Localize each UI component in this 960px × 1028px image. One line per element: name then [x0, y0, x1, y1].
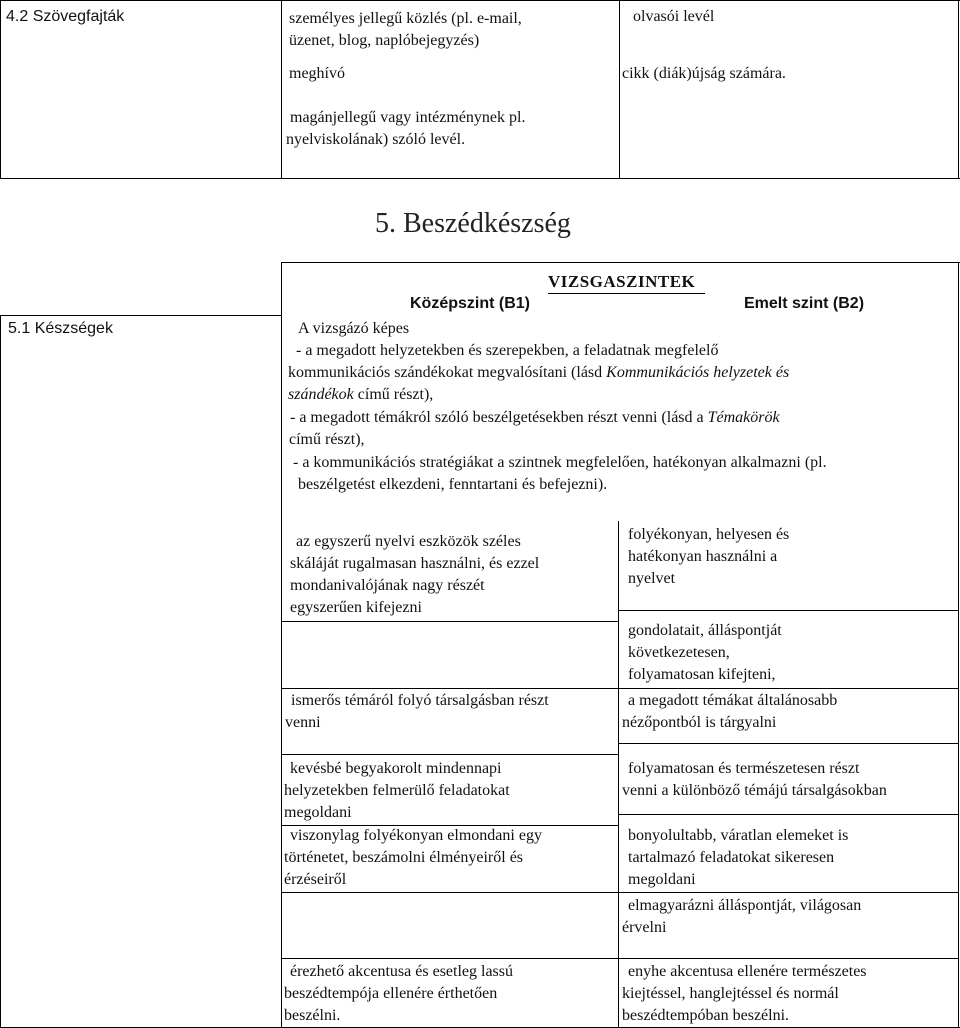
b1-skill-line: érezhető akcentusa és esetleg lassú — [290, 963, 514, 980]
b2-skill-line: beszédtempóban beszélni. — [622, 1007, 790, 1024]
b2-skill-line: következetesen, — [628, 644, 730, 661]
b2-skill-line: folyamatosan és természetesen részt — [628, 760, 860, 777]
intro-text: - a megadott témákról szóló beszélgetésekben részt venni (lásd a — [290, 409, 708, 426]
intro-line — [288, 384, 433, 406]
b1-skill-line: érzéseiről — [284, 871, 347, 888]
b2-skill-line: folyékonyan, helyesen és — [628, 526, 790, 543]
level-b2-header: Emelt szint (B2) — [744, 295, 865, 312]
b2-skill-line: enyhe akcentusa ellenére természetes — [628, 963, 867, 980]
intro-line: című részt), — [289, 431, 365, 448]
b2-skill-line: gondolatait, álláspontját — [628, 622, 782, 639]
b1-skill-line: venni — [285, 714, 321, 731]
row-label-keszsegek: 5.1 Készségek — [8, 320, 113, 337]
intro-line: A vizsgázó képes — [298, 320, 410, 337]
intro-reference: Témakörök — [707, 409, 780, 426]
intro-reference: Kommunikációs helyzetek és — [606, 364, 790, 381]
b1-skill-line: megoldani — [284, 804, 352, 821]
intro-line — [290, 407, 780, 429]
b1-skill-line: történetet, beszámolni élményeiről és — [284, 849, 524, 866]
b2-skill-line: hatékonyan használni a — [628, 548, 778, 565]
b2-text-type-line: olvasói levél — [633, 8, 715, 25]
level-b1-header: Középszint (B1) — [410, 295, 530, 312]
b1-text-type-line: meghívó — [289, 65, 345, 82]
section-title — [375, 207, 571, 241]
b2-skill-line: érvelni — [622, 919, 667, 936]
intro-line: - a kommunikációs stratégiákat a szintnek megfelelően, hatékonyan alkalmazni (pl. — [293, 454, 827, 471]
b2-skill-line: elmagyarázni álláspontját, világosan — [628, 897, 862, 914]
intro-text: című részt), — [353, 386, 434, 403]
b1-text-type-line: üzenet, blog, naplóbejegyzés) — [289, 32, 480, 49]
section-title-text: 5. Beszédkészség — [375, 208, 571, 239]
intro-text: kommunikációs szándékokat megvalósítani (lásd — [288, 364, 607, 381]
intro-line: - a megadott helyzetekben és szerepekben, a feladatnak megfelelő — [296, 342, 719, 359]
b1-skill-line: az egyszerű nyelvi eszközök széles — [296, 533, 521, 550]
b2-skill-line: nézőpontból is tárgyalni — [622, 714, 777, 731]
b2-skill-line: a megadott témákat általánosabb — [628, 692, 838, 709]
b1-skill-line: viszonylag folyékonyan elmondani egy — [290, 827, 542, 844]
b2-skill-line: nyelvet — [628, 570, 676, 587]
b2-skill-line: bonyolultabb, váratlan elemeket is — [628, 827, 849, 844]
b2-text-type-line: cikk (diák)újság számára. — [622, 65, 786, 82]
b1-skill-line: egyszerűen kifejezni — [290, 599, 422, 616]
b1-skill-line: mondanivalójának nagy részét — [290, 577, 485, 594]
b2-skill-line: folyamatosan kifejteni, — [628, 666, 776, 683]
b1-skill-line: kevésbé begyakorolt mindennapi — [290, 760, 502, 777]
b1-skill-line: beszédtempója ellenére érthetően — [284, 985, 498, 1002]
intro-line: beszélgetést elkezdeni, fenntartani és befejezni). — [298, 476, 608, 493]
b1-skill-line: beszélni. — [284, 1007, 341, 1024]
b2-skill-line: kiejtéssel, hanglejtéssel és normál — [622, 985, 839, 1002]
b2-skill-line: megoldani — [628, 871, 696, 888]
row-label-szovegfajtak: 4.2 Szövegfajták — [6, 8, 125, 25]
b1-text-type-line: nyelviskolának) szóló levél. — [286, 131, 466, 148]
b2-skill-line: tartalmazó feladatokat sikeresen — [628, 849, 835, 866]
exam-levels-header: VIZSGASZINTEK — [548, 272, 696, 291]
b1-text-type-line: magánjellegű vagy intézménynek pl. — [290, 109, 526, 126]
b1-skill-line: helyzetekben felmerülő feladatokat — [284, 782, 510, 799]
b1-skill-line: ismerős témáról folyó társalgásban részt — [291, 692, 549, 709]
b2-skill-line: venni a különböző témájú társalgásokban — [622, 782, 887, 799]
b1-text-type-line: személyes jellegű közlés (pl. e-mail, — [289, 10, 522, 27]
intro-reference: szándékok — [288, 386, 354, 403]
b1-skill-line: skáláját rugalmasan használni, és ezzel — [290, 555, 540, 572]
intro-line — [288, 362, 789, 384]
